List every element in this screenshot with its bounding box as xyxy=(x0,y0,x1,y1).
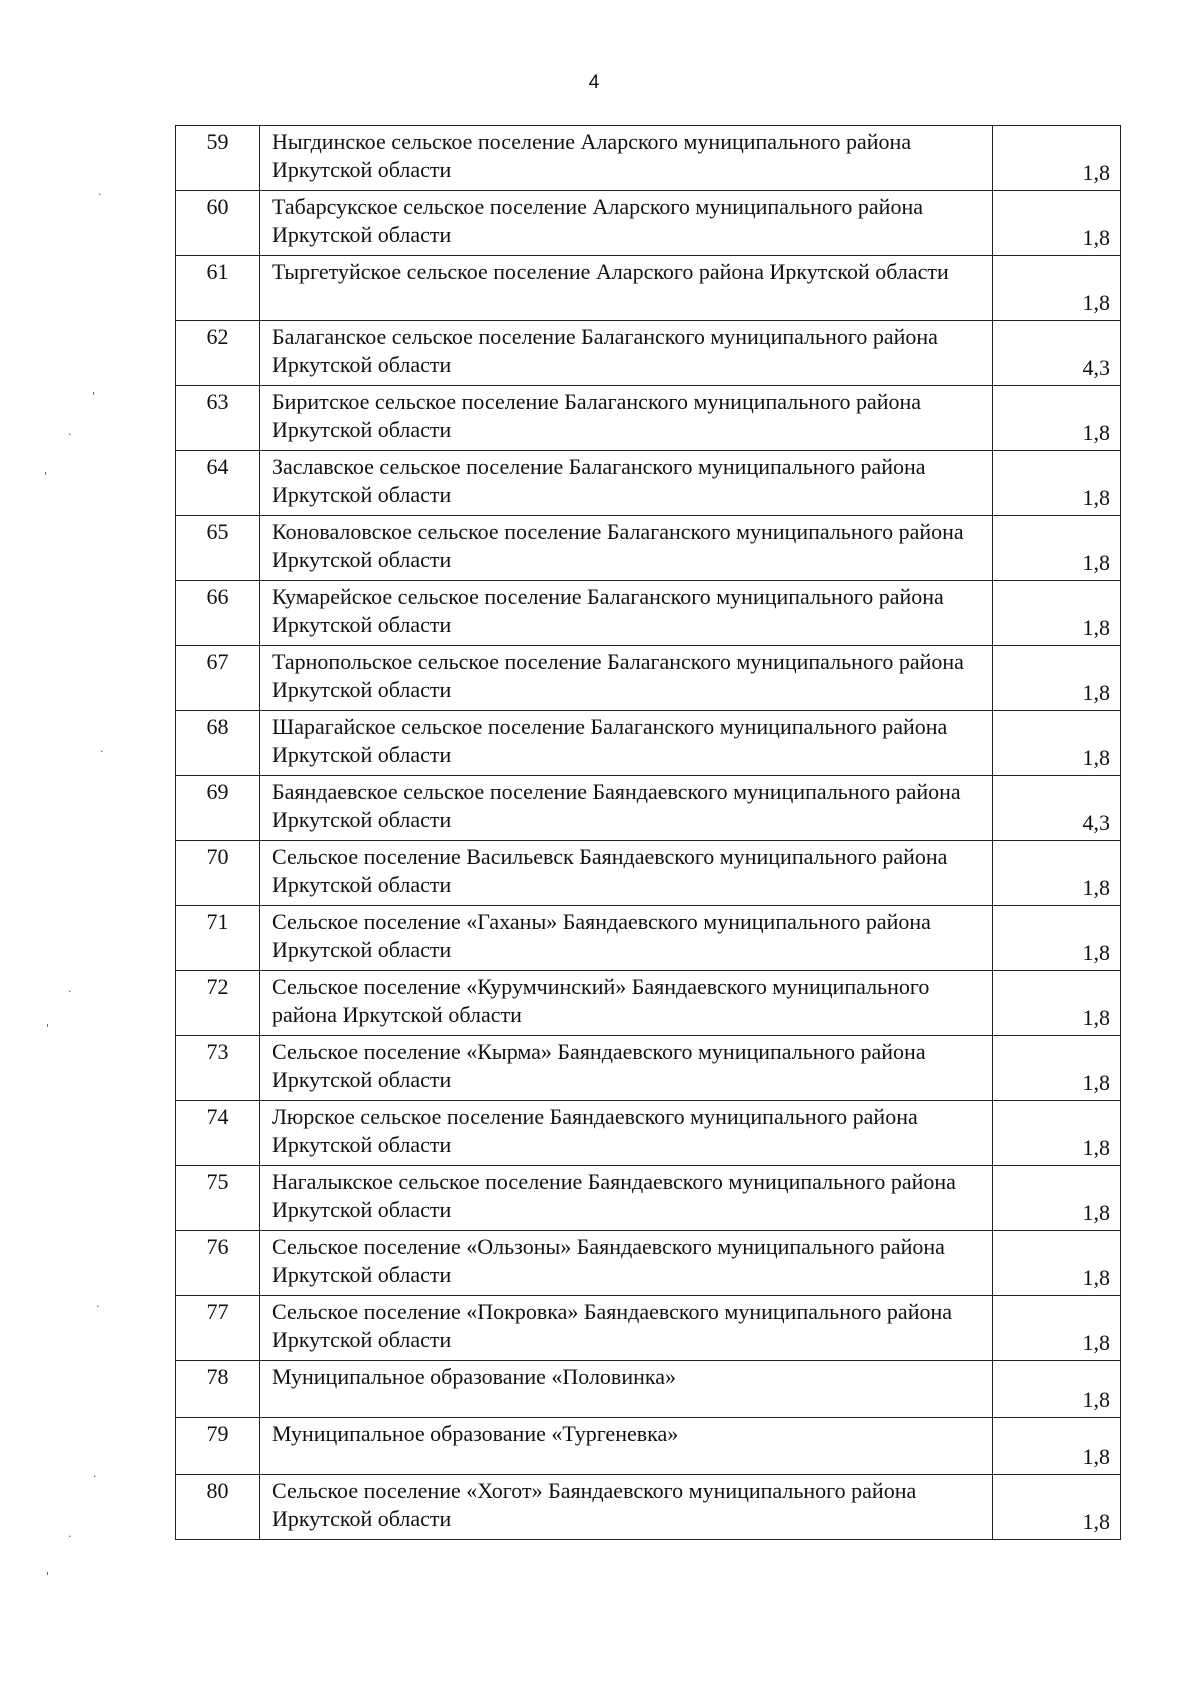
row-number: 68 xyxy=(176,711,260,776)
table-row xyxy=(176,1296,1121,1361)
settlement-name: Тарнопольское сельское поселение Балаганского муниципального района Иркутской области xyxy=(260,646,993,711)
row-value: 1,8 xyxy=(993,841,1121,906)
table-row xyxy=(176,321,1121,386)
row-number: 73 xyxy=(176,1036,260,1101)
row-value: 1,8 xyxy=(993,1418,1121,1475)
table-row xyxy=(176,126,1121,191)
row-number: 61 xyxy=(176,256,260,321)
scan-speck: · xyxy=(96,1300,100,1313)
row-number: 80 xyxy=(176,1475,260,1540)
settlement-name: Сельское поселение «Курумчинский» Баяндаевского муниципального района Иркутской области xyxy=(260,971,993,1036)
settlement-name: Заславское сельское поселение Балаганского муниципального района Иркутской области xyxy=(260,451,993,516)
row-value: 1,8 xyxy=(993,1166,1121,1231)
table-row xyxy=(176,1418,1121,1475)
page-number: 4 xyxy=(588,72,600,93)
scan-speck: · xyxy=(68,1530,72,1543)
row-value: 1,8 xyxy=(993,711,1121,776)
settlement-name: Муниципальное образование «Тургеневка» xyxy=(260,1418,993,1475)
table-row xyxy=(176,646,1121,711)
table-row xyxy=(176,581,1121,646)
row-value: 1,8 xyxy=(993,906,1121,971)
settlement-name: Сельское поселение «Покровка» Баяндаевского муниципального района Иркутской области xyxy=(260,1296,993,1361)
row-number: 67 xyxy=(176,646,260,711)
settlement-name: Сельское поселение «Гаханы» Баяндаевского муниципального района Иркутской области xyxy=(260,906,993,971)
scan-speck: ' xyxy=(44,470,48,483)
settlements-table-body xyxy=(176,126,1121,1540)
scan-speck: ' xyxy=(46,1570,50,1583)
settlement-name: Сельское поселение «Ользоны» Баяндаевского муниципального района Иркутской области xyxy=(260,1231,993,1296)
row-value: 1,8 xyxy=(993,1101,1121,1166)
row-number: 70 xyxy=(176,841,260,906)
row-number: 66 xyxy=(176,581,260,646)
settlement-name: Нагалыкское сельское поселение Баяндаевского муниципального района Иркутской области xyxy=(260,1166,993,1231)
settlement-name: Кумарейское сельское поселение Балаганского муниципального района Иркутской области xyxy=(260,581,993,646)
table-row xyxy=(176,451,1121,516)
row-value: 1,8 xyxy=(993,1231,1121,1296)
settlement-name: Сельское поселение Васильевск Баяндаевского муниципального района Иркутской области xyxy=(260,841,993,906)
row-number: 63 xyxy=(176,386,260,451)
settlement-name: Коноваловское сельское поселение Балаганского муниципального района Иркутской области xyxy=(260,516,993,581)
settlement-name: Биритское сельское поселение Балаганского муниципального района Иркутской области xyxy=(260,386,993,451)
table-row xyxy=(176,516,1121,581)
row-value: 1,8 xyxy=(993,971,1121,1036)
settlement-name: Люрское сельское поселение Баяндаевского муниципального района Иркутской области xyxy=(260,1101,993,1166)
scan-speck: · xyxy=(93,1470,97,1483)
row-number: 74 xyxy=(176,1101,260,1166)
row-number: 78 xyxy=(176,1361,260,1418)
row-number: 79 xyxy=(176,1418,260,1475)
row-value: 4,3 xyxy=(993,321,1121,386)
row-number: 65 xyxy=(176,516,260,581)
table-row xyxy=(176,256,1121,321)
scan-speck: ' xyxy=(92,390,96,403)
row-number: 60 xyxy=(176,191,260,256)
settlement-name: Ныгдинское сельское поселение Аларского муниципального района Иркутской области xyxy=(260,126,993,191)
scan-speck: · xyxy=(98,188,102,201)
row-number: 72 xyxy=(176,971,260,1036)
table-row xyxy=(176,386,1121,451)
scan-speck: ' xyxy=(46,1022,50,1035)
scan-speck: · xyxy=(100,745,104,758)
table-row xyxy=(176,776,1121,841)
table-row xyxy=(176,711,1121,776)
table-row xyxy=(176,906,1121,971)
table-row xyxy=(176,971,1121,1036)
row-number: 75 xyxy=(176,1166,260,1231)
row-number: 77 xyxy=(176,1296,260,1361)
table-row xyxy=(176,191,1121,256)
row-value: 4,3 xyxy=(993,776,1121,841)
settlement-name: Сельское поселение «Хогот» Баяндаевского муниципального района Иркутской области xyxy=(260,1475,993,1540)
row-value: 1,8 xyxy=(993,386,1121,451)
settlement-name: Тыргетуйское сельское поселение Аларского района Иркутской области xyxy=(260,256,993,321)
row-value: 1,8 xyxy=(993,256,1121,321)
row-number: 59 xyxy=(176,126,260,191)
table-row xyxy=(176,1036,1121,1101)
row-value: 1,8 xyxy=(993,1296,1121,1361)
table-row xyxy=(176,1101,1121,1166)
scan-speck: · xyxy=(68,428,72,441)
row-value: 1,8 xyxy=(993,191,1121,256)
table-row xyxy=(176,1475,1121,1540)
row-value: 1,8 xyxy=(993,451,1121,516)
row-value: 1,8 xyxy=(993,646,1121,711)
row-value: 1,8 xyxy=(993,1475,1121,1540)
row-number: 69 xyxy=(176,776,260,841)
scan-speck: · xyxy=(68,985,72,998)
table-row xyxy=(176,1231,1121,1296)
settlement-name: Баяндаевское сельское поселение Баяндаевского муниципального района Иркутской области xyxy=(260,776,993,841)
row-value: 1,8 xyxy=(993,516,1121,581)
row-number: 64 xyxy=(176,451,260,516)
row-value: 1,8 xyxy=(993,581,1121,646)
row-number: 71 xyxy=(176,906,260,971)
table-row xyxy=(176,1166,1121,1231)
settlement-name: Сельское поселение «Кырма» Баяндаевского муниципального района Иркутской области xyxy=(260,1036,993,1101)
table-row xyxy=(176,841,1121,906)
settlement-name: Балаганское сельское поселение Балаганского муниципального района Иркутской области xyxy=(260,321,993,386)
table-row xyxy=(176,1361,1121,1418)
row-value: 1,8 xyxy=(993,1036,1121,1101)
row-value: 1,8 xyxy=(993,1361,1121,1418)
settlements-table xyxy=(175,125,1121,1540)
settlement-name: Табарсукское сельское поселение Аларского муниципального района Иркутской области xyxy=(260,191,993,256)
row-number: 62 xyxy=(176,321,260,386)
row-number: 76 xyxy=(176,1231,260,1296)
settlement-name: Шарагайское сельское поселение Балаганского муниципального района Иркутской области xyxy=(260,711,993,776)
row-value: 1,8 xyxy=(993,126,1121,191)
settlement-name: Муниципальное образование «Половинка» xyxy=(260,1361,993,1418)
